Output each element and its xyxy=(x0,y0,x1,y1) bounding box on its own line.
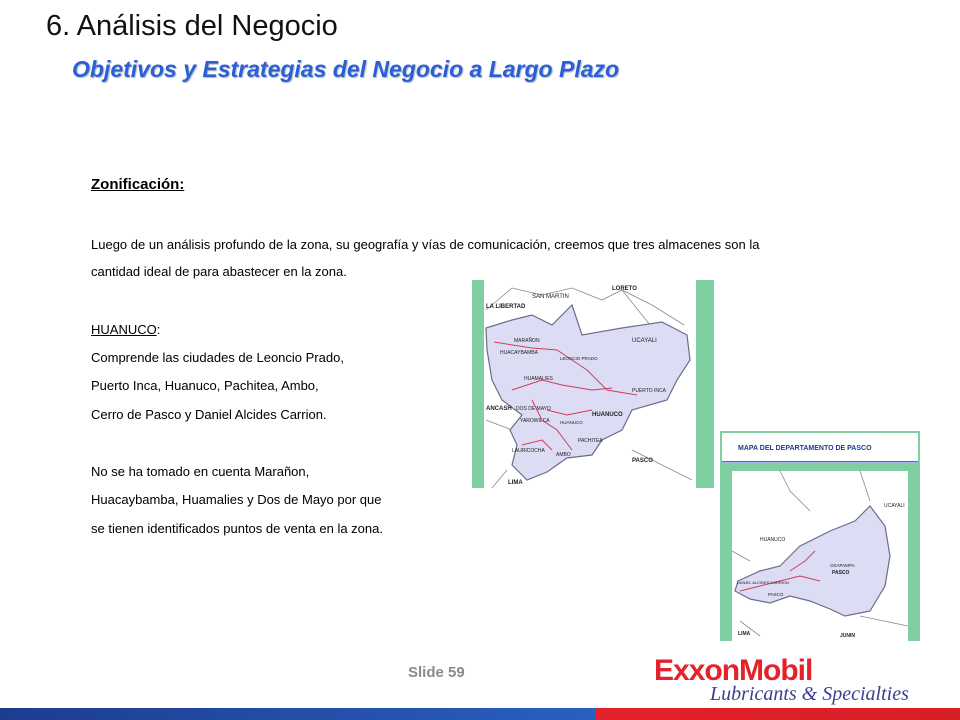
slide-title: 6. Análisis del Negocio xyxy=(46,10,338,42)
bottom-color-bar xyxy=(0,708,960,720)
map1-label-pasco: PASCO xyxy=(632,458,653,464)
huanuco-line-2: Puerto Inca, Huanuco, Pachitea, Ambo, xyxy=(91,378,319,393)
logo-tagline: Lubricants & Specialties xyxy=(710,683,909,705)
map2-label-junin: JUNIN xyxy=(840,633,856,639)
map1-label-huanuco: HUANUCO xyxy=(592,412,623,418)
note-line-2: Huacaybamba, Huamalies y Dos de Mayo por que xyxy=(91,492,382,507)
map1-label-huamalies: HUAMALIES xyxy=(524,376,553,382)
map1-label-san-martin: SAN MARTIN xyxy=(532,294,569,300)
map1-label-maranon: MARAÑON xyxy=(514,338,540,344)
huanuco-map xyxy=(472,280,714,488)
map2-label-huanuco: HUANUCO xyxy=(760,537,786,543)
map2-label-pasco-region: PASCO xyxy=(832,570,850,576)
huanuco-heading: HUANUCO: xyxy=(91,322,161,337)
huanuco-line-1: Comprende las ciudades de Leoncio Prado, xyxy=(91,350,344,365)
section-heading: Zonificación: xyxy=(91,176,185,193)
map2-label-lima: LIMA xyxy=(738,631,751,637)
intro-line-1: Luego de un análisis profundo de la zona, su geografía y vías de comunicación, creemos que tres almacenes son la xyxy=(91,237,760,252)
huanuco-label: HUANUCO xyxy=(91,322,157,337)
map1-label-yarowilca: YAROWILCA xyxy=(520,418,550,424)
map2-label-ucayali: UCAYALI xyxy=(884,503,905,509)
map1-label-puerto-inca: PUERTO INCA xyxy=(632,388,666,394)
note-line-3: se tienen identificados puntos de venta en la zona. xyxy=(91,521,383,536)
map2-title: MAPA DEL DEPARTAMENTO DE PASCO xyxy=(738,445,872,452)
map1-label-lauricocha: LAURICOCHA xyxy=(512,448,545,454)
map1-label-pachitea: PACHITEA xyxy=(578,438,603,444)
note-line-1: No se ha tomado en cuenta Marañon, xyxy=(91,464,310,479)
slide-subtitle: Objetivos y Estrategias del Negocio a Largo Plazo xyxy=(72,56,620,82)
map1-label-la-libertad: LA LIBERTAD xyxy=(486,304,526,310)
map2-label-oxapampa: OXAPAMPA xyxy=(830,563,855,568)
huanuco-line-3: Cerro de Pasco y Daniel Alcides Carrion. xyxy=(91,407,327,422)
map1-label-ambo: AMBO xyxy=(556,452,571,458)
map1-label-ancash: ANCASH xyxy=(486,406,512,412)
map2-label-pasco: PASCO xyxy=(768,592,784,597)
exxonmobil-logo: ExxonMobil xyxy=(654,654,813,687)
map1-label-dos-de-mayo: DOS DE MAYO xyxy=(516,406,551,412)
map1-label-huanuco-small: HUANUCO xyxy=(560,420,583,425)
map1-label-leoncio-prado: LEONCIO PRADO xyxy=(560,356,598,361)
map1-label-huacaybamba: HUACAYBAMBA xyxy=(500,350,538,356)
map2-label-daniel-alcides-carrion: DANIEL ALCIDES CARRION xyxy=(737,580,789,585)
map1-label-lima: LIMA xyxy=(508,480,523,486)
slide-number: Slide 59 xyxy=(408,664,465,681)
map1-label-loreto: LORETO xyxy=(612,286,637,292)
intro-line-2: cantidad ideal de para abastecer en la zona. xyxy=(91,264,347,279)
pasco-map xyxy=(720,431,920,641)
map1-label-ucayali: UCAYALI xyxy=(632,338,657,344)
